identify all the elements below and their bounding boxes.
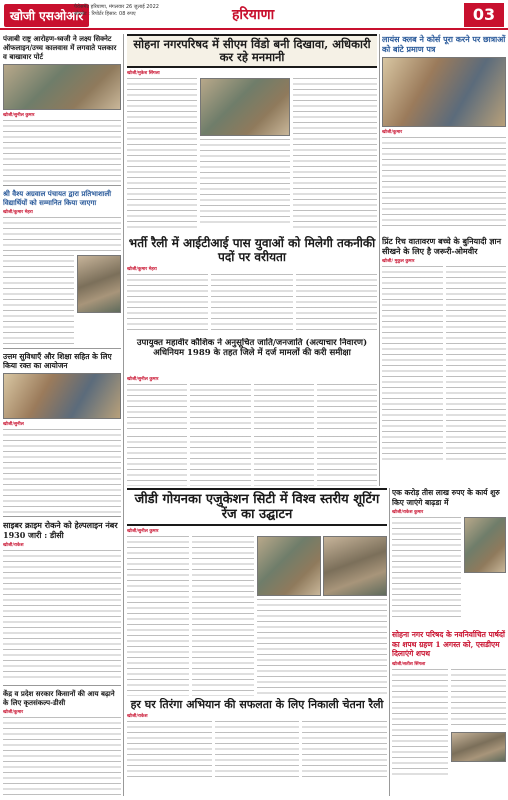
dateline: पैरोसमेंट हरियाणा, मंगलवार 26 जुलाई 2022 सोरसेट : रिपोर्टर हिसार: 08 रुपए xyxy=(74,4,159,17)
article-headline: उत्तम सुविधाएँ और शिक्षा सहित के लिए किया रक्त का आयोजन xyxy=(3,352,112,370)
article-photo xyxy=(200,78,290,136)
article-body xyxy=(127,536,189,696)
article-body xyxy=(211,274,292,334)
article-photo xyxy=(3,64,121,110)
article-byline: खोजी/सतीश सिंगला xyxy=(392,661,426,667)
article-byline: खोजी/सुनील कुमार xyxy=(3,113,35,118)
article-photo xyxy=(323,536,387,596)
page-number: 03 xyxy=(464,3,504,27)
article-byline: खोजी/सुनील कुमार xyxy=(127,529,159,534)
article-photo xyxy=(257,536,321,596)
right-story-3 xyxy=(392,488,506,628)
article-headline: केंद्र व प्रदेश सरकार किसानों की आय बढ़ाने के लिए कृतसंकल्प-डीसी xyxy=(3,689,115,707)
article-body xyxy=(3,717,121,796)
article-headline: साइबर क्राइम रोकने को हेल्पलाइन नंबर 1930 जारी : डीसी xyxy=(3,520,118,540)
article-photo xyxy=(382,57,506,127)
main-story-4 xyxy=(127,488,387,696)
article-body xyxy=(317,436,377,486)
article-body xyxy=(382,137,506,229)
article-headline: सोहना नगरपरिषद में सीएम विंडो बनी दिखावा, अधिकारी कर रहे मनमानी xyxy=(127,34,377,68)
article-body xyxy=(3,255,74,345)
article-body xyxy=(254,384,314,432)
newspaper-brand: खोजी एसओआर xyxy=(4,4,89,27)
article-photo xyxy=(464,517,506,573)
column-divider xyxy=(389,488,390,796)
article-body xyxy=(190,436,250,486)
article-byline: खोजी/कुमार मेहरा xyxy=(3,210,33,215)
main-story-3-body xyxy=(127,374,377,432)
article-byline: खोजी/कुमार xyxy=(3,710,24,715)
main-story-5 xyxy=(127,698,387,796)
article-headline: प्रिंट रिच वातावरण बच्चे के बुनियादी ज्ञान सीखने के लिए है जरूरी-ओमवीर xyxy=(382,236,502,256)
article-body xyxy=(200,139,290,227)
column-divider xyxy=(379,34,380,486)
article-byline: खोजी/सुनील xyxy=(3,422,24,427)
article-body xyxy=(127,721,212,779)
main-story-3-cont xyxy=(127,436,377,486)
article-body xyxy=(127,78,197,228)
article-headline: एक करोड़ तीस लाख रुपए के कार्य शुरु किए जाएंगे बाढ़डा में xyxy=(392,488,500,507)
article-photo xyxy=(77,255,121,313)
article-headline: श्री वैश्य अग्रवाल पंचायत द्वारा प्रतिभाशाली विद्यार्थियों को सम्मानित किया जाएगा xyxy=(3,189,112,207)
article-body xyxy=(127,436,187,486)
main-story-2 xyxy=(127,236,377,336)
article-headline: सोहना नगर परिषद के नवनिर्वाचित पार्षदों का शपथ ग्रहण 1 अगस्त को, एसडीएम दिलाएंगे शपथ xyxy=(392,630,505,658)
article-body xyxy=(293,78,377,228)
left-column xyxy=(3,34,121,796)
main-story-1 xyxy=(127,34,377,234)
article-headline: पंजाबी राष्ट्र आरोहण-ध्वजी ने लक्ष्य सिक्नेट ऑफलाइन/उच्च कालवास में लगवाते पलकार व बाखावार पोर्ट xyxy=(3,34,117,61)
article-body xyxy=(3,120,121,182)
article-body xyxy=(3,217,121,253)
masthead xyxy=(0,0,508,30)
article-body xyxy=(451,669,507,729)
section-title: हरियाणा xyxy=(232,7,275,23)
article-body xyxy=(302,721,387,779)
right-story-1 xyxy=(382,34,506,234)
article-body xyxy=(127,384,187,432)
article-body xyxy=(446,266,507,462)
article-body xyxy=(257,599,387,695)
article-headline: हर घर तिरंगा अभियान की सफलता के लिए निकाली चेतना रैली xyxy=(130,698,384,711)
article-body xyxy=(392,517,461,617)
article-photo xyxy=(451,732,507,762)
article-headline: भर्ती रैली में आईटीआई पास युवाओं को मिलेगी तकनीकी पदों पर वरीयता xyxy=(128,236,376,264)
article-byline: खोजी/ मुकुल कुमार xyxy=(382,259,415,264)
article-body xyxy=(3,429,121,513)
right-story-4 xyxy=(392,630,506,796)
article-body xyxy=(3,550,121,682)
article-byline: खोजी/राकेश xyxy=(3,543,24,548)
right-story-2 xyxy=(382,236,506,486)
article-headline: लायंस क्लब ने कोर्स पूरा करने पर छात्राओं को बांटे प्रमाण पत्र xyxy=(382,34,506,54)
article-headline: जीडी गोयनका एजुकेशन सिटी में विश्व स्तरीय शूटिंग रेंज का उद्घाटन xyxy=(127,488,387,526)
article-byline: खोजी/कुमार xyxy=(382,130,403,135)
column-divider xyxy=(123,34,124,796)
article-byline: खोजी/राकेश xyxy=(127,714,148,719)
article-body xyxy=(317,384,377,432)
article-body xyxy=(127,274,208,334)
article-body xyxy=(254,436,314,486)
article-byline: खोजी/कुमार मेहरा xyxy=(127,267,157,272)
article-photo xyxy=(3,373,121,419)
article-body xyxy=(215,721,300,779)
article-headline: उपायुक्त महावीर कौशिक ने अनुसूचित जाति/जनजाति (अत्याचार निवारण) अधिनियम 1989 के तहत जिले में दर्ज मामलों की करी समीक्षा xyxy=(136,338,368,358)
article-byline: खोजी/मुकेश सिंगला xyxy=(127,71,160,76)
article-body xyxy=(192,536,254,696)
article-byline: खोजी/सुनील कुमार xyxy=(127,377,159,382)
article-body xyxy=(190,384,250,432)
article-body xyxy=(392,669,448,779)
article-byline: खोजी/राकेश कुमार xyxy=(392,510,424,515)
article-body xyxy=(296,274,377,334)
article-body xyxy=(382,266,443,462)
